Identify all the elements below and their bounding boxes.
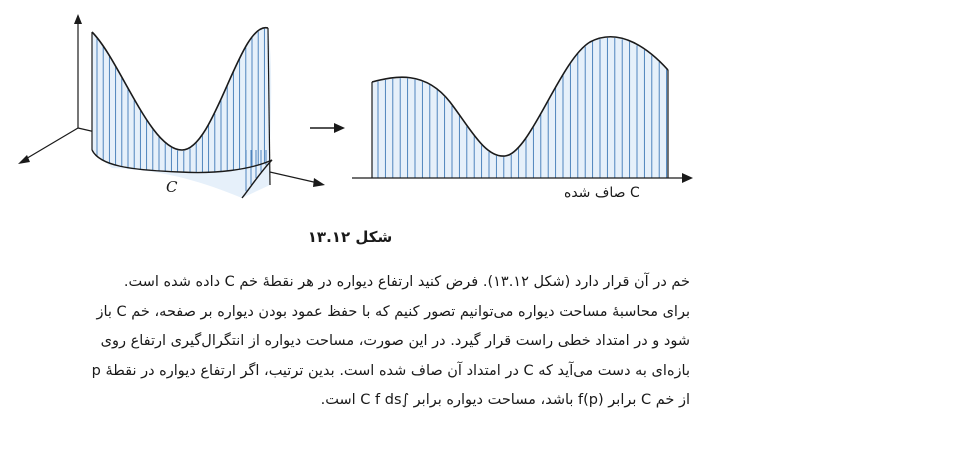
paragraph-line: از خم C برابر f(p) باشد، مساحت دیواره برابر ∫C f ds است. <box>320 392 690 409</box>
paragraph-line: برای محاسبهٔ مساحت دیواره می‌توانیم تصور کنیم که با حفظ عمود بودن دیواره بر صفحه، خم C باز <box>96 303 690 320</box>
paragraph-line: خم در آن قرار دارد (شکل ۱۳.۱۲). فرض کنید ارتفاع دیواره در هر نقطهٔ خم C داده شده است. <box>123 274 690 290</box>
paragraph-line: بازه‌ای به دست می‌آید که C در امتداد آن صاف شده است. بدین ترتیب، اگر ارتفاع دیواره در نقطهٔ p <box>91 362 690 379</box>
flattened-wall-area <box>372 37 668 178</box>
curve-label-left: C <box>166 178 178 196</box>
left-diagram <box>18 14 325 198</box>
body-paragraph <box>91 268 690 416</box>
paragraph-line: شود و در امتداد خطی راست قرار گیرد. در این صورت، مساحت دیواره از انتگرال‌گیری ارتفاع روی <box>100 333 690 350</box>
axis-arrowhead-icon <box>682 173 693 183</box>
transform-arrow-icon <box>310 123 345 133</box>
curve-label-right: C صاف شده <box>564 185 640 201</box>
right-diagram <box>352 37 693 201</box>
figure-caption: شکل ۱۳.۱۲ <box>307 228 393 246</box>
